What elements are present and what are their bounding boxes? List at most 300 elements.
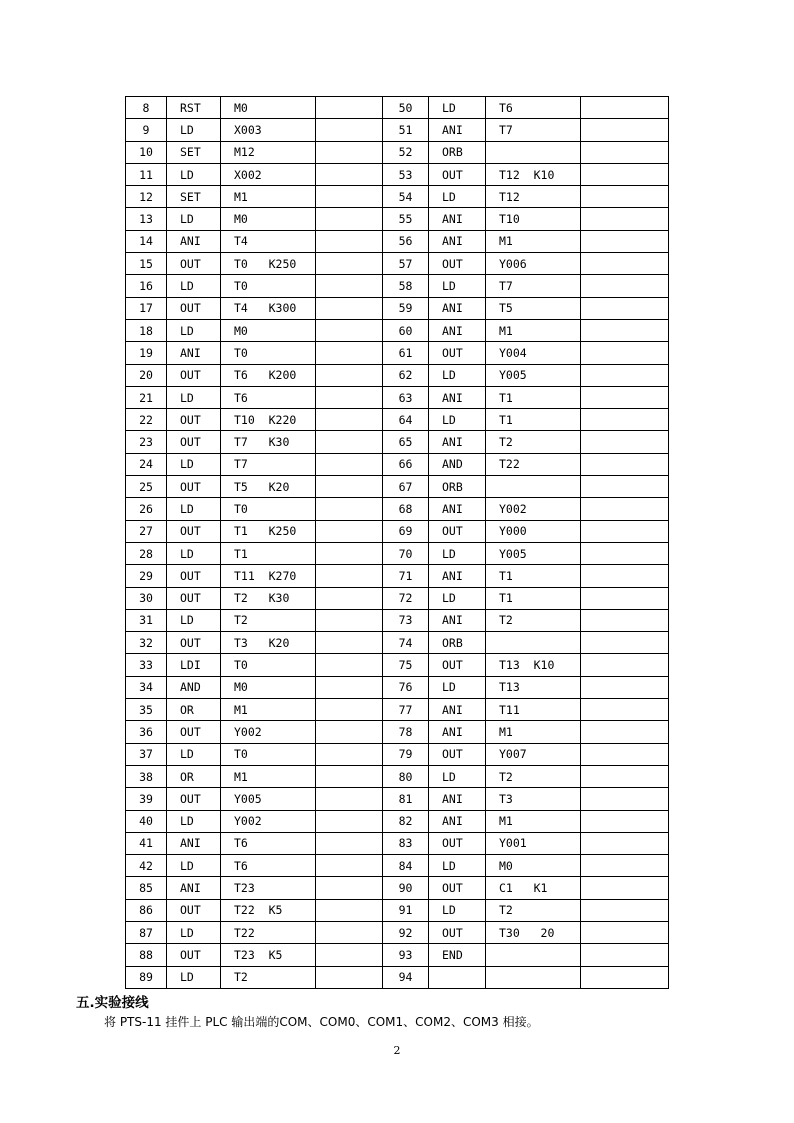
step-number-cell: 54 bbox=[383, 186, 429, 208]
note-cell bbox=[316, 832, 383, 854]
step-number-cell: 38 bbox=[126, 765, 167, 787]
instruction-cell: LD bbox=[429, 855, 486, 877]
note-cell bbox=[581, 721, 669, 743]
step-number-cell: 61 bbox=[383, 342, 429, 364]
step-number-cell: 77 bbox=[383, 699, 429, 721]
note-cell bbox=[581, 520, 669, 542]
table-row bbox=[126, 699, 669, 721]
note-cell bbox=[581, 565, 669, 587]
operand-cell: Y005 bbox=[221, 788, 316, 810]
instruction-cell: OUT bbox=[167, 476, 221, 498]
note-cell bbox=[581, 476, 669, 498]
instruction-cell: OR bbox=[167, 699, 221, 721]
step-number-cell: 24 bbox=[126, 453, 167, 475]
instruction-cell: END bbox=[429, 944, 486, 966]
note-cell bbox=[316, 765, 383, 787]
step-number-cell: 86 bbox=[126, 899, 167, 921]
operand-cell: T4 bbox=[221, 230, 316, 252]
instruction-cell: LD bbox=[167, 743, 221, 765]
step-number-cell: 16 bbox=[126, 275, 167, 297]
operand-cell: M0 bbox=[486, 855, 581, 877]
operand-cell: T12 bbox=[486, 186, 581, 208]
instruction-cell: OUT bbox=[429, 342, 486, 364]
instruction-cell: OUT bbox=[167, 520, 221, 542]
instruction-cell: OUT bbox=[167, 944, 221, 966]
instruction-cell: LD bbox=[429, 275, 486, 297]
operand-cell: M1 bbox=[221, 186, 316, 208]
note-cell bbox=[581, 899, 669, 921]
instruction-cell: AND bbox=[167, 676, 221, 698]
table-row bbox=[126, 386, 669, 408]
table-row bbox=[126, 743, 669, 765]
instruction-cell: LD bbox=[429, 409, 486, 431]
instruction-cell: LD bbox=[429, 186, 486, 208]
table-row bbox=[126, 253, 669, 275]
note-cell bbox=[581, 587, 669, 609]
step-number-cell: 55 bbox=[383, 208, 429, 230]
table-row bbox=[126, 721, 669, 743]
table-row bbox=[126, 899, 669, 921]
operand-cell: M1 bbox=[486, 230, 581, 252]
instruction-cell: LD bbox=[167, 542, 221, 564]
operand-cell bbox=[486, 141, 581, 163]
instruction-cell: LD bbox=[167, 966, 221, 988]
operand-cell: T0 K250 bbox=[221, 253, 316, 275]
note-cell bbox=[316, 721, 383, 743]
note-cell bbox=[316, 186, 383, 208]
operand-cell: T7 bbox=[486, 119, 581, 141]
operand-cell: T5 bbox=[486, 297, 581, 319]
operand-cell: M1 bbox=[221, 699, 316, 721]
table-row bbox=[126, 944, 669, 966]
instruction-cell: ORB bbox=[429, 141, 486, 163]
instruction-cell: LD bbox=[167, 810, 221, 832]
note-cell bbox=[316, 163, 383, 185]
operand-cell: T1 bbox=[486, 587, 581, 609]
instruction-cell: OUT bbox=[167, 899, 221, 921]
operand-cell: M0 bbox=[221, 676, 316, 698]
step-number-cell: 89 bbox=[126, 966, 167, 988]
note-cell bbox=[581, 632, 669, 654]
instruction-cell: LD bbox=[167, 855, 221, 877]
operand-cell: T13 K10 bbox=[486, 654, 581, 676]
operand-cell: T10 bbox=[486, 208, 581, 230]
table-row bbox=[126, 855, 669, 877]
step-number-cell: 91 bbox=[383, 899, 429, 921]
step-number-cell: 41 bbox=[126, 832, 167, 854]
note-cell bbox=[581, 676, 669, 698]
step-number-cell: 27 bbox=[126, 520, 167, 542]
note-cell bbox=[581, 966, 669, 988]
instruction-cell: ANI bbox=[429, 208, 486, 230]
instruction-cell: ANI bbox=[429, 810, 486, 832]
instruction-cell: LD bbox=[167, 609, 221, 631]
instruction-cell: LD bbox=[429, 542, 486, 564]
instruction-cell: LD bbox=[429, 899, 486, 921]
note-cell bbox=[316, 899, 383, 921]
note-cell bbox=[316, 676, 383, 698]
step-number-cell: 39 bbox=[126, 788, 167, 810]
operand-cell: X002 bbox=[221, 163, 316, 185]
instruction-cell: OUT bbox=[429, 163, 486, 185]
note-cell bbox=[316, 364, 383, 386]
step-number-cell: 82 bbox=[383, 810, 429, 832]
instruction-cell: ORB bbox=[429, 476, 486, 498]
table-row bbox=[126, 498, 669, 520]
step-number-cell: 21 bbox=[126, 386, 167, 408]
note-cell bbox=[316, 855, 383, 877]
step-number-cell: 75 bbox=[383, 654, 429, 676]
instruction-cell: SET bbox=[167, 141, 221, 163]
operand-cell: T2 bbox=[486, 431, 581, 453]
step-number-cell: 87 bbox=[126, 921, 167, 943]
instruction-cell: OUT bbox=[429, 253, 486, 275]
instruction-cell: OUT bbox=[429, 743, 486, 765]
note-cell bbox=[581, 342, 669, 364]
step-number-cell: 94 bbox=[383, 966, 429, 988]
instruction-cell: LD bbox=[167, 921, 221, 943]
instruction-cell: OUT bbox=[167, 253, 221, 275]
note-cell bbox=[316, 230, 383, 252]
table-row bbox=[126, 542, 669, 564]
step-number-cell: 81 bbox=[383, 788, 429, 810]
note-cell bbox=[581, 855, 669, 877]
instruction-cell: ANI bbox=[167, 342, 221, 364]
instruction-cell: ANI bbox=[167, 877, 221, 899]
step-number-cell: 64 bbox=[383, 409, 429, 431]
table-row bbox=[126, 186, 669, 208]
operand-cell: T7 bbox=[486, 275, 581, 297]
operand-cell: T3 bbox=[486, 788, 581, 810]
note-cell bbox=[581, 386, 669, 408]
note-cell bbox=[316, 966, 383, 988]
instruction-cell bbox=[429, 966, 486, 988]
note-cell bbox=[581, 364, 669, 386]
step-number-cell: 26 bbox=[126, 498, 167, 520]
note-cell bbox=[581, 921, 669, 943]
instruction-cell: LD bbox=[167, 319, 221, 341]
instruction-cell: LD bbox=[429, 587, 486, 609]
table-row bbox=[126, 609, 669, 631]
operand-cell: M1 bbox=[221, 765, 316, 787]
note-cell bbox=[316, 476, 383, 498]
step-number-cell: 85 bbox=[126, 877, 167, 899]
note-cell bbox=[316, 565, 383, 587]
operand-cell: Y007 bbox=[486, 743, 581, 765]
instruction-cell: OUT bbox=[429, 921, 486, 943]
step-number-cell: 62 bbox=[383, 364, 429, 386]
note-cell bbox=[581, 832, 669, 854]
wiring-instruction-text: 将 PTS-11 挂件上 PLC 输出端的COM、COM0、COM1、COM2、COM3 相接。 bbox=[104, 1015, 539, 1029]
operand-cell: M0 bbox=[221, 208, 316, 230]
operand-cell bbox=[486, 632, 581, 654]
note-cell bbox=[316, 275, 383, 297]
instruction-cell: LD bbox=[429, 364, 486, 386]
step-number-cell: 83 bbox=[383, 832, 429, 854]
operand-cell: T6 bbox=[221, 386, 316, 408]
step-number-cell: 36 bbox=[126, 721, 167, 743]
note-cell bbox=[316, 498, 383, 520]
instruction-cell: ANI bbox=[429, 699, 486, 721]
note-cell bbox=[581, 788, 669, 810]
step-number-cell: 58 bbox=[383, 275, 429, 297]
step-number-cell: 63 bbox=[383, 386, 429, 408]
operand-cell: Y006 bbox=[486, 253, 581, 275]
operand-cell bbox=[486, 944, 581, 966]
note-cell bbox=[581, 810, 669, 832]
note-cell bbox=[316, 97, 383, 119]
instruction-cell: OR bbox=[167, 765, 221, 787]
step-number-cell: 34 bbox=[126, 676, 167, 698]
note-cell bbox=[581, 275, 669, 297]
operand-cell: Y002 bbox=[486, 498, 581, 520]
operand-cell: M1 bbox=[486, 721, 581, 743]
step-number-cell: 11 bbox=[126, 163, 167, 185]
instruction-cell: LD bbox=[429, 676, 486, 698]
operand-cell: T7 bbox=[221, 453, 316, 475]
step-number-cell: 93 bbox=[383, 944, 429, 966]
section-heading: 五.实验接线 bbox=[76, 995, 149, 1011]
instruction-cell: ANI bbox=[429, 319, 486, 341]
instruction-cell: OUT bbox=[167, 297, 221, 319]
instruction-cell: OUT bbox=[167, 565, 221, 587]
step-number-cell: 32 bbox=[126, 632, 167, 654]
step-number-cell: 73 bbox=[383, 609, 429, 631]
step-number-cell: 65 bbox=[383, 431, 429, 453]
instruction-list-body bbox=[126, 97, 669, 989]
instruction-cell: LD bbox=[429, 97, 486, 119]
table-row bbox=[126, 119, 669, 141]
operand-cell: T1 bbox=[486, 386, 581, 408]
table-row bbox=[126, 141, 669, 163]
step-number-cell: 8 bbox=[126, 97, 167, 119]
step-number-cell: 15 bbox=[126, 253, 167, 275]
operand-cell: T30 20 bbox=[486, 921, 581, 943]
table-row bbox=[126, 810, 669, 832]
instruction-cell: ANI bbox=[429, 386, 486, 408]
table-row bbox=[126, 230, 669, 252]
table-row bbox=[126, 676, 669, 698]
operand-cell: T3 K20 bbox=[221, 632, 316, 654]
note-cell bbox=[581, 877, 669, 899]
note-cell bbox=[316, 944, 383, 966]
table-row bbox=[126, 297, 669, 319]
table-row bbox=[126, 431, 669, 453]
note-cell bbox=[316, 141, 383, 163]
instruction-cell: ANI bbox=[429, 119, 486, 141]
step-number-cell: 31 bbox=[126, 609, 167, 631]
instruction-cell: LD bbox=[167, 386, 221, 408]
note-cell bbox=[316, 409, 383, 431]
operand-cell: T12 K10 bbox=[486, 163, 581, 185]
operand-cell: T22 bbox=[221, 921, 316, 943]
table-row bbox=[126, 208, 669, 230]
operand-cell: T6 bbox=[221, 855, 316, 877]
step-number-cell: 35 bbox=[126, 699, 167, 721]
operand-cell: Y005 bbox=[486, 364, 581, 386]
operand-cell: T0 bbox=[221, 654, 316, 676]
operand-cell bbox=[486, 966, 581, 988]
instruction-cell: OUT bbox=[167, 364, 221, 386]
operand-cell: T0 bbox=[221, 342, 316, 364]
instruction-cell: ANI bbox=[429, 609, 486, 631]
operand-cell: T10 K220 bbox=[221, 409, 316, 431]
operand-cell: M0 bbox=[221, 97, 316, 119]
note-cell bbox=[581, 765, 669, 787]
operand-cell: X003 bbox=[221, 119, 316, 141]
table-row bbox=[126, 342, 669, 364]
operand-cell: M12 bbox=[221, 141, 316, 163]
note-cell bbox=[316, 386, 383, 408]
note-cell bbox=[581, 944, 669, 966]
note-cell bbox=[581, 297, 669, 319]
step-number-cell: 10 bbox=[126, 141, 167, 163]
note-cell bbox=[316, 319, 383, 341]
operand-cell: T5 K20 bbox=[221, 476, 316, 498]
operand-cell: T1 bbox=[486, 409, 581, 431]
instruction-cell: SET bbox=[167, 186, 221, 208]
note-cell bbox=[316, 297, 383, 319]
operand-cell: T0 bbox=[221, 498, 316, 520]
table-row bbox=[126, 654, 669, 676]
step-number-cell: 29 bbox=[126, 565, 167, 587]
instruction-cell: OUT bbox=[429, 832, 486, 854]
step-number-cell: 56 bbox=[383, 230, 429, 252]
instruction-cell: OUT bbox=[167, 409, 221, 431]
note-cell bbox=[581, 186, 669, 208]
step-number-cell: 59 bbox=[383, 297, 429, 319]
instruction-cell: RST bbox=[167, 97, 221, 119]
instruction-cell: ANI bbox=[429, 721, 486, 743]
step-number-cell: 78 bbox=[383, 721, 429, 743]
table-row bbox=[126, 788, 669, 810]
step-number-cell: 52 bbox=[383, 141, 429, 163]
step-number-cell: 40 bbox=[126, 810, 167, 832]
note-cell bbox=[581, 498, 669, 520]
operand-cell: T2 bbox=[486, 609, 581, 631]
instruction-cell: OUT bbox=[167, 587, 221, 609]
note-cell bbox=[581, 141, 669, 163]
note-cell bbox=[316, 119, 383, 141]
operand-cell: T4 K300 bbox=[221, 297, 316, 319]
step-number-cell: 57 bbox=[383, 253, 429, 275]
operand-cell: T22 bbox=[486, 453, 581, 475]
instruction-cell: ANI bbox=[167, 832, 221, 854]
instruction-cell: OUT bbox=[429, 520, 486, 542]
table-row bbox=[126, 163, 669, 185]
operand-cell: T23 bbox=[221, 877, 316, 899]
step-number-cell: 12 bbox=[126, 186, 167, 208]
step-number-cell: 9 bbox=[126, 119, 167, 141]
note-cell bbox=[316, 877, 383, 899]
note-cell bbox=[581, 119, 669, 141]
operand-cell: T2 bbox=[221, 966, 316, 988]
note-cell bbox=[316, 342, 383, 364]
step-number-cell: 84 bbox=[383, 855, 429, 877]
step-number-cell: 23 bbox=[126, 431, 167, 453]
instruction-cell: LD bbox=[167, 275, 221, 297]
table-row bbox=[126, 921, 669, 943]
operand-cell: T6 bbox=[486, 97, 581, 119]
note-cell bbox=[316, 587, 383, 609]
operand-cell: T0 bbox=[221, 275, 316, 297]
step-number-cell: 88 bbox=[126, 944, 167, 966]
table-row bbox=[126, 275, 669, 297]
step-number-cell: 37 bbox=[126, 743, 167, 765]
step-number-cell: 13 bbox=[126, 208, 167, 230]
operand-cell: T2 bbox=[486, 765, 581, 787]
operand-cell bbox=[486, 476, 581, 498]
step-number-cell: 30 bbox=[126, 587, 167, 609]
note-cell bbox=[581, 319, 669, 341]
note-cell bbox=[316, 654, 383, 676]
step-number-cell: 67 bbox=[383, 476, 429, 498]
operand-cell: T11 K270 bbox=[221, 565, 316, 587]
table-row bbox=[126, 97, 669, 119]
note-cell bbox=[316, 788, 383, 810]
step-number-cell: 20 bbox=[126, 364, 167, 386]
operand-cell: Y005 bbox=[486, 542, 581, 564]
note-cell bbox=[581, 609, 669, 631]
operand-cell: Y002 bbox=[221, 810, 316, 832]
table-row bbox=[126, 765, 669, 787]
table-row bbox=[126, 476, 669, 498]
instruction-cell: ANI bbox=[429, 297, 486, 319]
operand-cell: T2 bbox=[486, 899, 581, 921]
note-cell bbox=[581, 97, 669, 119]
table-row bbox=[126, 453, 669, 475]
note-cell bbox=[316, 542, 383, 564]
operand-cell: Y004 bbox=[486, 342, 581, 364]
operand-cell: Y000 bbox=[486, 520, 581, 542]
step-number-cell: 72 bbox=[383, 587, 429, 609]
operand-cell: T13 bbox=[486, 676, 581, 698]
note-cell bbox=[316, 699, 383, 721]
note-cell bbox=[581, 163, 669, 185]
note-cell bbox=[316, 453, 383, 475]
table-row bbox=[126, 409, 669, 431]
step-number-cell: 79 bbox=[383, 743, 429, 765]
step-number-cell: 17 bbox=[126, 297, 167, 319]
table-row bbox=[126, 632, 669, 654]
step-number-cell: 19 bbox=[126, 342, 167, 364]
step-number-cell: 69 bbox=[383, 520, 429, 542]
table-row bbox=[126, 565, 669, 587]
operand-cell: T1 bbox=[221, 542, 316, 564]
instruction-cell: ANI bbox=[429, 431, 486, 453]
instruction-cell: ANI bbox=[429, 498, 486, 520]
table-row bbox=[126, 966, 669, 988]
instruction-cell: OUT bbox=[167, 721, 221, 743]
note-cell bbox=[581, 453, 669, 475]
table-row bbox=[126, 877, 669, 899]
instruction-cell: LDI bbox=[167, 654, 221, 676]
instruction-cell: OUT bbox=[429, 654, 486, 676]
instruction-cell: OUT bbox=[167, 431, 221, 453]
note-cell bbox=[581, 253, 669, 275]
step-number-cell: 25 bbox=[126, 476, 167, 498]
step-number-cell: 71 bbox=[383, 565, 429, 587]
note-cell bbox=[581, 743, 669, 765]
note-cell bbox=[581, 699, 669, 721]
step-number-cell: 68 bbox=[383, 498, 429, 520]
step-number-cell: 80 bbox=[383, 765, 429, 787]
instruction-list-table bbox=[125, 96, 669, 989]
instruction-cell: LD bbox=[167, 163, 221, 185]
step-number-cell: 22 bbox=[126, 409, 167, 431]
step-number-cell: 74 bbox=[383, 632, 429, 654]
instruction-cell: ORB bbox=[429, 632, 486, 654]
